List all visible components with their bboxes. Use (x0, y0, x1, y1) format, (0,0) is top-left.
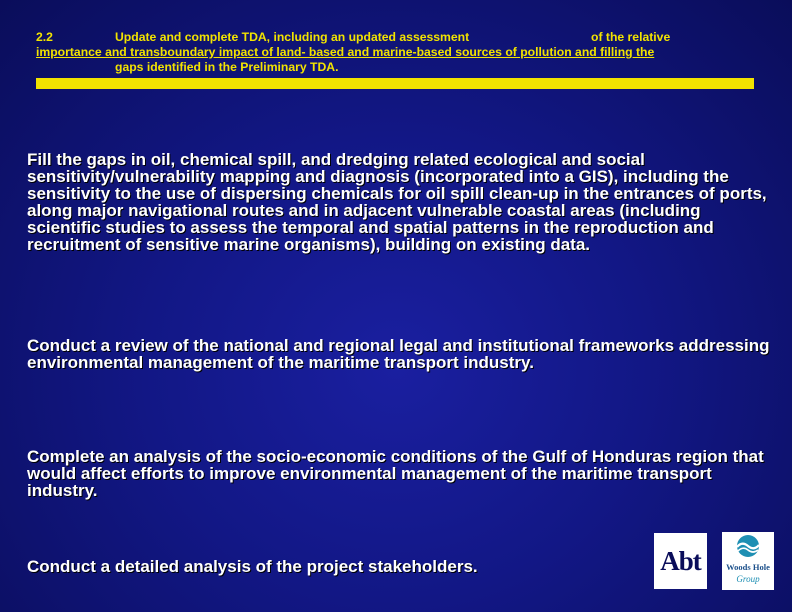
abt-logo-text: Abt (660, 545, 701, 576)
heading-line-2: importance and transboundary impact of land- based and marine-based sources of pollution and filling the (36, 45, 655, 59)
bullet-gap-filling: Fill the gaps in oil, chemical spill, and dredging related ecological and social sensitivity/vulnerability mapping and diagnosis (incorporated into a GIS), including the sensitivity to the use of dispersing chemicals for oil spill clean-up in the entrances of ports, along major navigational routes and in adjacent vulnerable coastal areas (including scientific studies to assess the temporal and spatial patterns in the reproduction and recruitment of sensitive marine organisms), building on existing data. (27, 150, 767, 254)
heading-line-1 (36, 30, 754, 45)
woods-hole-group-logo (722, 532, 774, 590)
heading-text-part-2: of the relative (591, 30, 671, 44)
group-logo-text: Group (736, 574, 760, 584)
bullet-legal-review: Conduct a review of the national and regional legal and institutional frameworks addressing environmental management of the maritime transport industry. (27, 336, 770, 372)
woods-hole-wave-icon (722, 532, 774, 590)
woods-hole-logo-text: Woods Hole (726, 562, 770, 572)
bullet-stakeholders: Conduct a detailed analysis of the project stakeholders. (27, 557, 478, 576)
heading-text-part-1: Update and complete TDA, including an updated assessment (115, 30, 470, 44)
section-heading (36, 30, 754, 75)
heading-underline-bar (36, 78, 754, 89)
heading-line-3 (36, 60, 754, 75)
heading-text-part-3: gaps identified in the Preliminary TDA. (115, 60, 339, 74)
abt-logo (654, 533, 707, 589)
section-number: 2.2 (36, 30, 53, 44)
bullet-socio-economic: Complete an analysis of the socio-economic conditions of the Gulf of Honduras region that would affect efforts to improve environmental management of the maritime transport industry. (27, 447, 764, 500)
